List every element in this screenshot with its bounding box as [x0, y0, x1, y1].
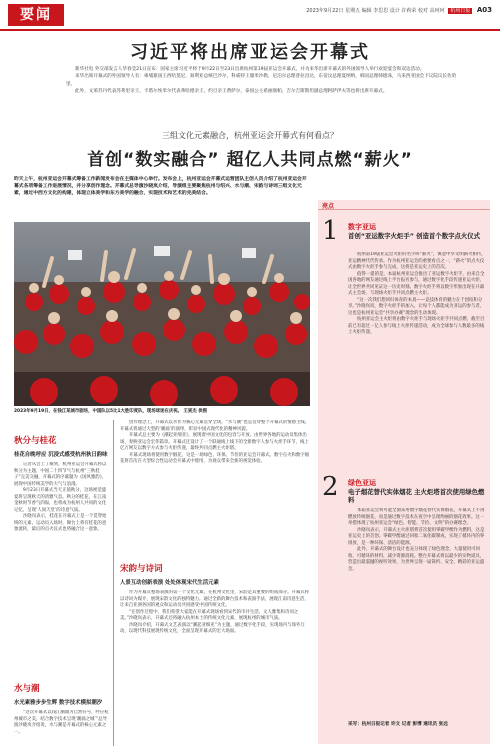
- column-song-body: [120, 590, 310, 746]
- headline-digital-fusion: 首创“数实融合” 超亿人共同点燃“薪火”: [87, 150, 413, 170]
- sidebar-paragraph: 杭州亚运会主火炬将由数字火炬手与现场火炬手共同点燃，截至目前已有超过一亿人参与线上火炬传递活动，成为全球参与人数最多的线上火炬传递。: [348, 317, 485, 335]
- story2-lead: 昨天上午，杭州亚运会开幕式筹备工作新闻发布会在主媒体中心举行。发布会上，杭州亚运会开幕式运营团队主创人员介绍了杭州亚运会开幕式各项筹备工作进展情况，并分享创作理念。开幕式总导演沙晓岚介绍，导演组主要聚焦杭州与绍兴、水与潮、宋韵与诗词三组文化元素，通过中西方文化的构建，体现立体美学和东方美学的融合，实现技术和艺术的完美结合。: [14, 177, 307, 197]
- highlight-number-2: 2: [322, 472, 339, 502]
- body-paragraph: 沙晓岚表示，桂花在开幕式上是一个贯穿始终的元素，运动员入场时，舞台上将有桂花的意象流转，最后的点火仪式也将融合这一意象。: [14, 514, 107, 532]
- highlight-kicker-1: 数字亚运: [348, 223, 376, 231]
- body-paragraph: 开幕式现场将使用数字烟花，这是一场绿色、环保、节俭的亚运会开幕式。数字点火和数字烟花将首次在大型综合性运动会开幕式中使用，为观众带来全新的视觉体验。: [120, 452, 310, 464]
- subhead-song-poetry: 宋韵与诗词: [120, 564, 163, 574]
- highlight-number-1: 1: [322, 216, 339, 246]
- story1-body: [66, 66, 458, 95]
- column-middle-intro: [120, 420, 310, 554]
- highlight-kicker-2: 绿色亚运: [348, 479, 376, 487]
- news-photo: [14, 222, 310, 406]
- story1-paragraph: 来华出席开幕式的外国领导人有：柬埔寨国王西哈莫尼，叙利亚总统巴沙尔，科威特王储米沙勒，尼泊尔总理普拉昌达，东帝汶总理夏纳纳，韩国总理韩德洙，马来西亚国会下议院议长佐哈里。: [66, 74, 457, 87]
- sidebar-tag-label: 亮点: [322, 203, 335, 210]
- subhead-autumn-osmanthus: 秋分与桂花: [14, 436, 57, 446]
- sidebar-paragraph: 杭州第19届亚运会火炬的名字叫“薪火”，寓意中华文明薪火相传，亚运精神代代传承。作为杭州亚运会的重要看点之一，“薪火”的点火仪式由数字火炬手参与完成，这将是亚运史上的首次。: [348, 252, 486, 270]
- body-paragraph: 9月23日开幕式当天正值秋分，这场视觉盛宴将呈现秋天的清雅气息。秋分的桂花，在江南金秋时节香气四溢，也将成为杭州人共同的文化记忆，呈现‘人间天堂’的诗意气质。: [14, 488, 107, 513]
- section-tag: 要闻: [8, 4, 64, 26]
- body-paragraph: “在创作过程中，我们希望大家能在开幕式现场看到宋代的市井生活、文人雅集和诗词之美。”沙晓岚表示，开幕式还将融入杭州本土的传统文化元素，展现杭州的城市气质。: [120, 609, 299, 621]
- headline-xi-attends: 习近平将出席亚运会开幕式: [130, 42, 370, 63]
- sidebar-tag: [318, 200, 490, 210]
- sidebar-paragraph: 此外，开幕式的舞台设计也充分体现了绿色理念，大量使用可回收、可循环的材料，减少资源消耗。整台开幕式将以最少的实物道具，营造出最震撼的视听效果，为世界呈现一届简约、安全、精彩的亚运盛会。: [348, 547, 485, 572]
- masthead-rule: [0, 29, 500, 31]
- column-autumn-body: [14, 462, 110, 676]
- body-paragraph: “这次开幕式以钱江潮涌为自然符号，呼应杭州城市之美，结合数字技术呈现‘潮涌之城’”总导演沙晓岚介绍说，水与潮是开幕式的核心元素之一。: [14, 710, 109, 735]
- reporter-credit: 采写：杭州日报记者 许文 记者 彭博 通讯员 张远: [348, 722, 448, 727]
- highlight-body-2: [348, 508, 486, 718]
- body-paragraph: 记者从会上了解到，杭州亚运会开幕式将以秋分为主题，中国二十四节气与杭州“三秋桂子”完美交融，开幕式的序幕题为《国风雅韵》，展现中国传统美学的大气与浪漫。: [14, 462, 107, 487]
- sidebar-paragraph: 本届亚运会将可能全面采用数字烟花替代实体烟花，开幕式上不再燃放传统烟花，而是通过数字技术在夜空中呈现绚丽的烟花效果。这一举措体现了杭州亚运会“绿色、智能、节俭、文明”的办赛理念。: [348, 508, 485, 526]
- sidebar-paragraph: 沙晓岚表示，开幕式主火炬塔将首次使用零碳甲醇作为燃料，这是亚运史上的首创。零碳甲醇通过回收二氧化碳制成，实现了循环内的零排放，是一种环保、清洁的能源。: [348, 527, 485, 546]
- page-number: A03: [476, 6, 492, 14]
- column-water-body: [14, 710, 110, 748]
- date-text: 2023年9月22日 星期五 编辑 李思思 设计 许莉荣 校对 高珂珂: [306, 8, 445, 14]
- sidebar-paragraph: 值得一提的是，本届杭州亚运会推出了亚运数字火炬手，由来自全国各地的网友通过线上平台报名参与，通过数字化手段传递亚运火炬，让全世界共同见证这一历史时刻。数字火炬手将以数字形象出现在开幕式主会场，与现场火炬手共同点燃主火炬。: [348, 271, 485, 296]
- subhead-water-tide: 水与潮: [14, 684, 40, 694]
- stadium-crowd-image: [14, 222, 310, 406]
- photo-caption: 2023年9月19日，在钱江某城市剧场，中国队以5比1大胜印度队，现场球迷在庆祝。 王寅杰 供图: [14, 409, 208, 414]
- highlights-sidebar: [318, 200, 490, 744]
- body-paragraph: 沙晓岚介绍，开幕式文艺表演以“潮起亚细亚”为主题，通过数字化手段，实现场内与场外互动，以现代科技展现传统文化，全面呈现开幕式的宏大场面。: [120, 622, 305, 634]
- highlight-body-1: [348, 252, 486, 462]
- body-paragraph: 作为开幕式整场表演的第一个文化元素，在杭州文化里，宋韵是其重要的组成部分。开幕式将以诗词为媒介，展现宋韵文化的独特魅力。通过全新的舞台技术和表演手法，展现江南诗意生活，让来自亚洲各国的观众和运动员共同感受中国传统文化。: [120, 590, 310, 608]
- highlight-title-1: 首创“亚运数字火炬手” 创造首个数字点火仪式: [348, 232, 481, 240]
- body-paragraph: 开幕式总主要为《潮起亚细亚》，展现着中国文化的包容与开放。由世界各地的运动员集体出场，奏响亚运会宏伟篇章。开幕式还设计了一个联通线上线下的全新数字人参与火炬手环节，线上亿万网友以数字方式参与火炬传递，最终共同点燃主火炬塔。: [120, 433, 309, 451]
- body-paragraph: 创作理念上，开幕式以水作为核心元素贯穿全场，“水与潮”也是贯穿整个开幕式的情感主线。开幕式将通过大型的‘潮涌’的演绎，彰显中国式现代化的精神风貌。: [120, 420, 310, 432]
- subdeck-water-tide: 水光素雅步步生辉 数字技术模拟潮汐: [14, 700, 103, 706]
- story1-paragraph: 新华社电 外交部发言人华春莹21日宣布：国家主席习近平将于9月22日至23日出席杭州第19届亚运会开幕式，并为来华出席开幕式的外国领导人举行欢迎宴会和双边活动。: [75, 67, 425, 72]
- story2-deck: 三组文化元素融合，杭州亚运会开幕式有何看点？: [162, 131, 338, 140]
- masthead: [0, 0, 500, 30]
- column-divider: [113, 420, 114, 746]
- edition-badge: 杭州日报: [450, 8, 471, 14]
- subdeck-autumn-osmanthus: 桂花自晚呼应 沉浸式感受杭州秋日韵味: [14, 452, 108, 458]
- subdeck-song-poetry: 人景互动创新表演 处处体现宋代生活元素: [120, 580, 219, 586]
- story1-paragraph: 此外，文莱苏丹代表苏弗里亲王，卡塔尔埃米尔代表弗哈德亲王，约旦亲王费萨尔，泰国公主希丽康帕，吉尔吉斯斯坦副总理阿萨伊夫等也将出席开幕式。: [75, 88, 388, 94]
- date-line: [306, 6, 492, 14]
- sidebar-paragraph: “这一次我们想回归体育的本真——竞技体育的魅力在于团结和分享。”沙晓岚说，数字火炬手的加入，让每个人都能成为亚运的参与者，这也是杭州亚运会“共享办赛”理念的生动体现。: [348, 297, 485, 316]
- highlight-title-2: 电子烟花替代实体烟花 主火炬塔首次使用绿色燃料: [348, 488, 485, 505]
